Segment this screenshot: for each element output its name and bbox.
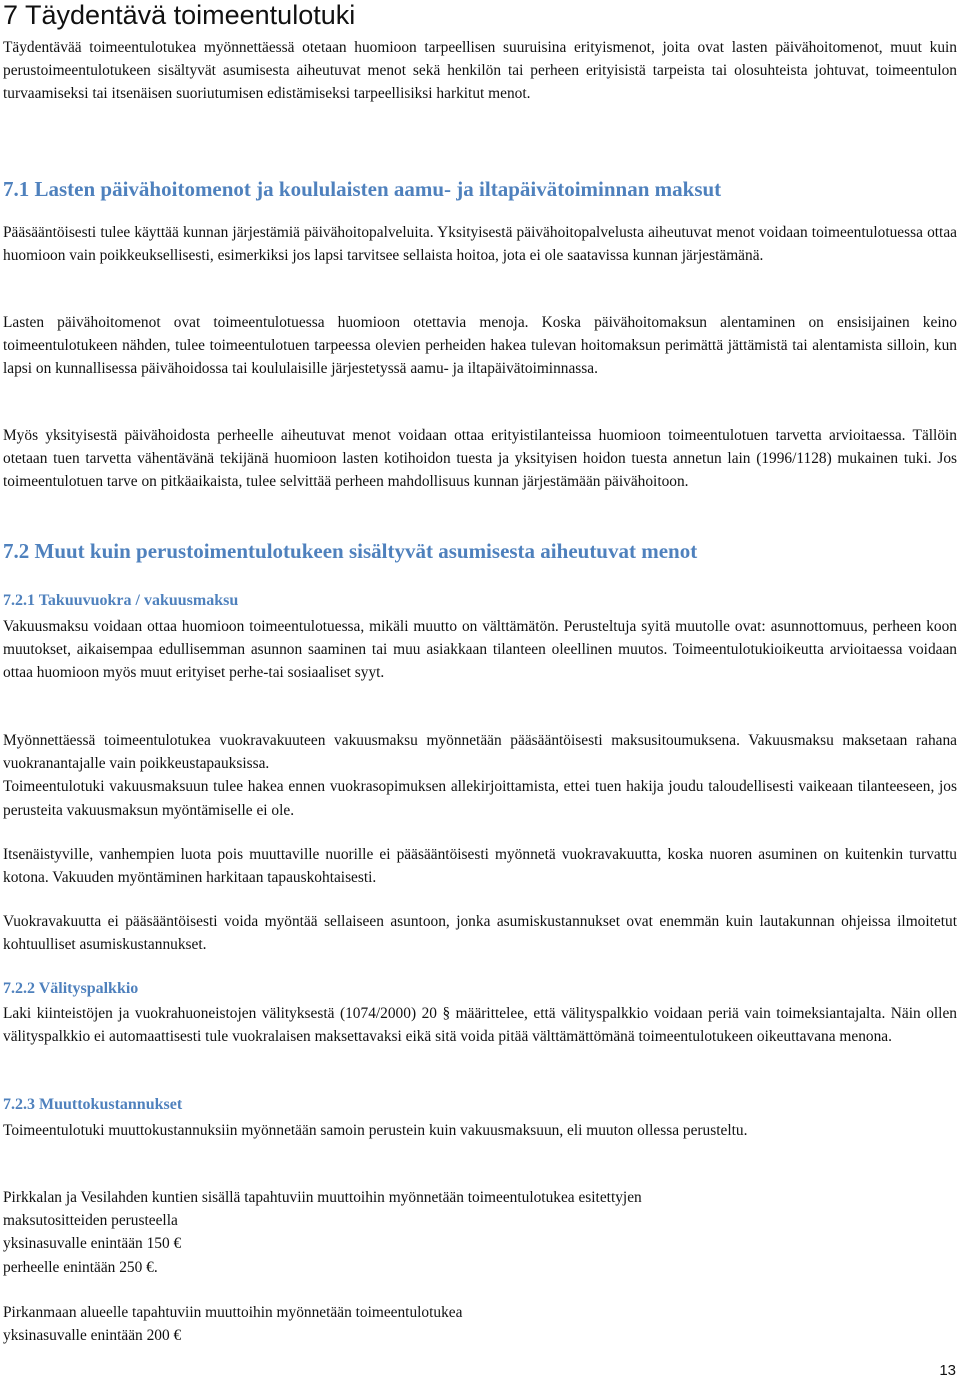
section-7-2-2-p1-wrap bbox=[3, 1002, 957, 1048]
section-7-2-1-p2-wrap bbox=[3, 729, 957, 822]
pirkanmaa-block bbox=[3, 1301, 957, 1347]
page-number: 13 bbox=[939, 1362, 956, 1379]
section-7-2-1 bbox=[3, 590, 957, 612]
pirkkala-line-3: yksinasuvalle enintään 150 € bbox=[3, 1235, 182, 1253]
section-7-2-1-p5-wrap bbox=[3, 910, 957, 956]
pirkkala-line-1: Pirkkalan ja Vesilahden kuntien sisällä tapahtuviin muuttoihin myönnetään toimeentulotukea esitettyjen bbox=[3, 1189, 642, 1206]
section-7-2-1-p4-wrap bbox=[3, 843, 957, 889]
section-7-1-paragraph-1: Pääsääntöisesti tulee käyttää kunnan järjestämiä päivähoitopalveluita. Yksityisestä päivähoitopalvelusta aiheutuvat menot voidaan toimeentulotuessa ottaa huomioon vain poikkeuksellisesti, esimerkiksi jos lapsi tarvitsee sellaista hoitoa, jota ei ole saatavissa kunnan järjestämänä. bbox=[3, 224, 957, 265]
section-7-2-3-paragraph-1: Toimeentulotuki muuttokustannuksiin myönnetään samoin perustein kuin vakuusmaksuun, eli muuton ollessa perusteltu. bbox=[3, 1122, 748, 1139]
section-7-1-p2-wrap bbox=[3, 311, 957, 381]
pirkanmaa-line-2: yksinasuvalle enintään 200 € bbox=[3, 1327, 182, 1345]
section-7-1-heading: 7.1 Lasten päivähoitomenot ja koululaisten aamu- ja iltapäivätoiminnan maksut bbox=[3, 177, 722, 201]
section-7-2-2 bbox=[3, 978, 957, 1000]
section-7-1-paragraph-2: Lasten päivähoitomenot ovat toimeentulotuessa huomioon otettavia menoja. Koska päivähoitomaksun alentaminen on ensisijainen keino toimeentulotukeen nähden, tulee toimeentulotuen tarpeessa olevien perheiden hakea tulevan hoitomaksun perimättä jättämistä tai alentamista silloin, kun lapsi on kunnallisessa päivähoidossa tai koululaisille järjestetyssä aamu- ja iltapäivätoiminnassa. bbox=[3, 314, 957, 378]
section-7-2-1-paragraph-4: Itsenäistyville, vanhempien luota pois muuttaville nuorille ei pääsääntöisesti myönnetä vuokravakuutta, koska nuoren asuminen on kuitenkin turvattu kotona. Vakuuden myöntäminen harkitaan tapauskohtaisesti. bbox=[3, 846, 957, 887]
chapter-title: 7 Täydentävä toimeentulotuki bbox=[3, 0, 356, 30]
section-7-2-1-paragraph-3: Toimeentulotuki vakuusmaksuun tulee hakea ennen vuokrasopimuksen allekirjoittamista, ettei tuen hakija joudu taloudellisesti vaikeaan tilanteeseen, jos perusteita vakuusmaksun myöntämiselle ei ole. bbox=[3, 778, 957, 819]
pirkanmaa-line-1: Pirkanmaan alueelle tapahtuviin muuttoihin myönnetään toimeentulotukea bbox=[3, 1304, 463, 1321]
chapter-intro bbox=[3, 36, 957, 106]
section-7-1-p1-wrap bbox=[3, 221, 957, 267]
pirkkala-block bbox=[3, 1186, 957, 1279]
section-7-2-1-heading: 7.2.1 Takuuvuokra / vakuusmaksu bbox=[3, 592, 239, 609]
section-7-2-1-p1-wrap bbox=[3, 615, 957, 685]
section-7-1-p3-wrap bbox=[3, 424, 957, 494]
section-7-2-2-paragraph-1: Laki kiinteistöjen ja vuokrahuoneistojen välityksestä (1074/2000) 20 § määrittelee, että välityspalkkio voidaan periä vain toimeksiantajalta. Näin ollen välityspalkkio ei automaattisesti tule vuokralaisen maksettavaksi eikä sitä voida pitää välttämättömänä toimeentulotukeen oikeuttavana menona. bbox=[3, 1005, 957, 1046]
section-7-2-heading: 7.2 Muut kuin perustoimentulotukeen sisältyvät asumisesta aiheutuvat menot bbox=[3, 539, 698, 563]
pirkkala-line-4: perheelle enintään 250 €. bbox=[3, 1258, 158, 1276]
pirkkala-line-2: maksutositteiden perusteella bbox=[3, 1212, 178, 1230]
section-7-2-1-paragraph-2: Myönnettäessä toimeentulotukea vuokravakuuteen vakuusmaksu myönnetään pääsääntöisesti maksusitoumuksena. Vakuusmaksu maksetaan rahana vuokranantajalle vain poikkeustapauksissa. bbox=[3, 732, 957, 773]
section-7-2-3-heading: 7.2.3 Muuttokustannukset bbox=[3, 1096, 183, 1113]
section-7-2-2-heading: 7.2.2 Välityspalkkio bbox=[3, 980, 139, 997]
section-7-2-1-paragraph-1: Vakuusmaksu voidaan ottaa huomioon toimeentulotuessa, mikäli muutto on välttämätön. Perusteltuja syitä muutolle ovat: asunnottomuus, perheen koon muutokset, aikaisempaa edullisemman asunnon saaminen tai muu asiakkaan tilanteen oleellinen muutos. Toimeentulotukioikeutta arvioitaessa voidaan ottaa huomioon myös muut erityiset perhe-tai sosiaaliset syyt. bbox=[3, 618, 957, 682]
section-7-2-3 bbox=[3, 1094, 957, 1116]
intro-paragraph: Täydentävää toimeentulotukea myönnettäessä otetaan huomioon tarpeellisen suuruisina erityismenot, joita ovat lasten päivähoitomenot, muut kuin perustoimeentulotukeen sisältyvät asumisesta aiheutuvat menot sekä henkilön tai perheen erityisistä tarpeista tai olosuhteista johtuvat, toimeentulon turvaamiseksi tai itsenäisen suoriutumisen edistämiseksi tarpeellisiksi harkitut menot. bbox=[3, 39, 957, 103]
section-7-2-1-paragraph-5: Vuokravakuutta ei pääsääntöisesti voida myöntää sellaiseen asuntoon, jonka asumiskustannukset ovat enemmän kuin lautakunnan ohjeissa ilmoitetut kohtuulliset asumiskustannukset. bbox=[3, 913, 957, 954]
section-7-1-paragraph-3: Myös yksityisestä päivähoidosta perheelle aiheutuvat menot voidaan ottaa erityistilanteissa huomioon toimeentulotuen tarvetta arvioitaessa. Tällöin otetaan tuen tarvetta vähentävänä tekijänä huomioon lasten kotihoidon tuesta ja yksityisen hoidon tuesta annetun lain (1996/1128) mukainen tuki. Jos toimeentulotuen tarve on pitkäaikaista, tulee selvittää perheen mahdollisuus kunnan järjestämään päivähoitoon. bbox=[3, 427, 957, 491]
section-7-2-3-p1-wrap bbox=[3, 1119, 957, 1142]
section-7-1 bbox=[3, 176, 957, 202]
section-7-2 bbox=[3, 538, 957, 564]
